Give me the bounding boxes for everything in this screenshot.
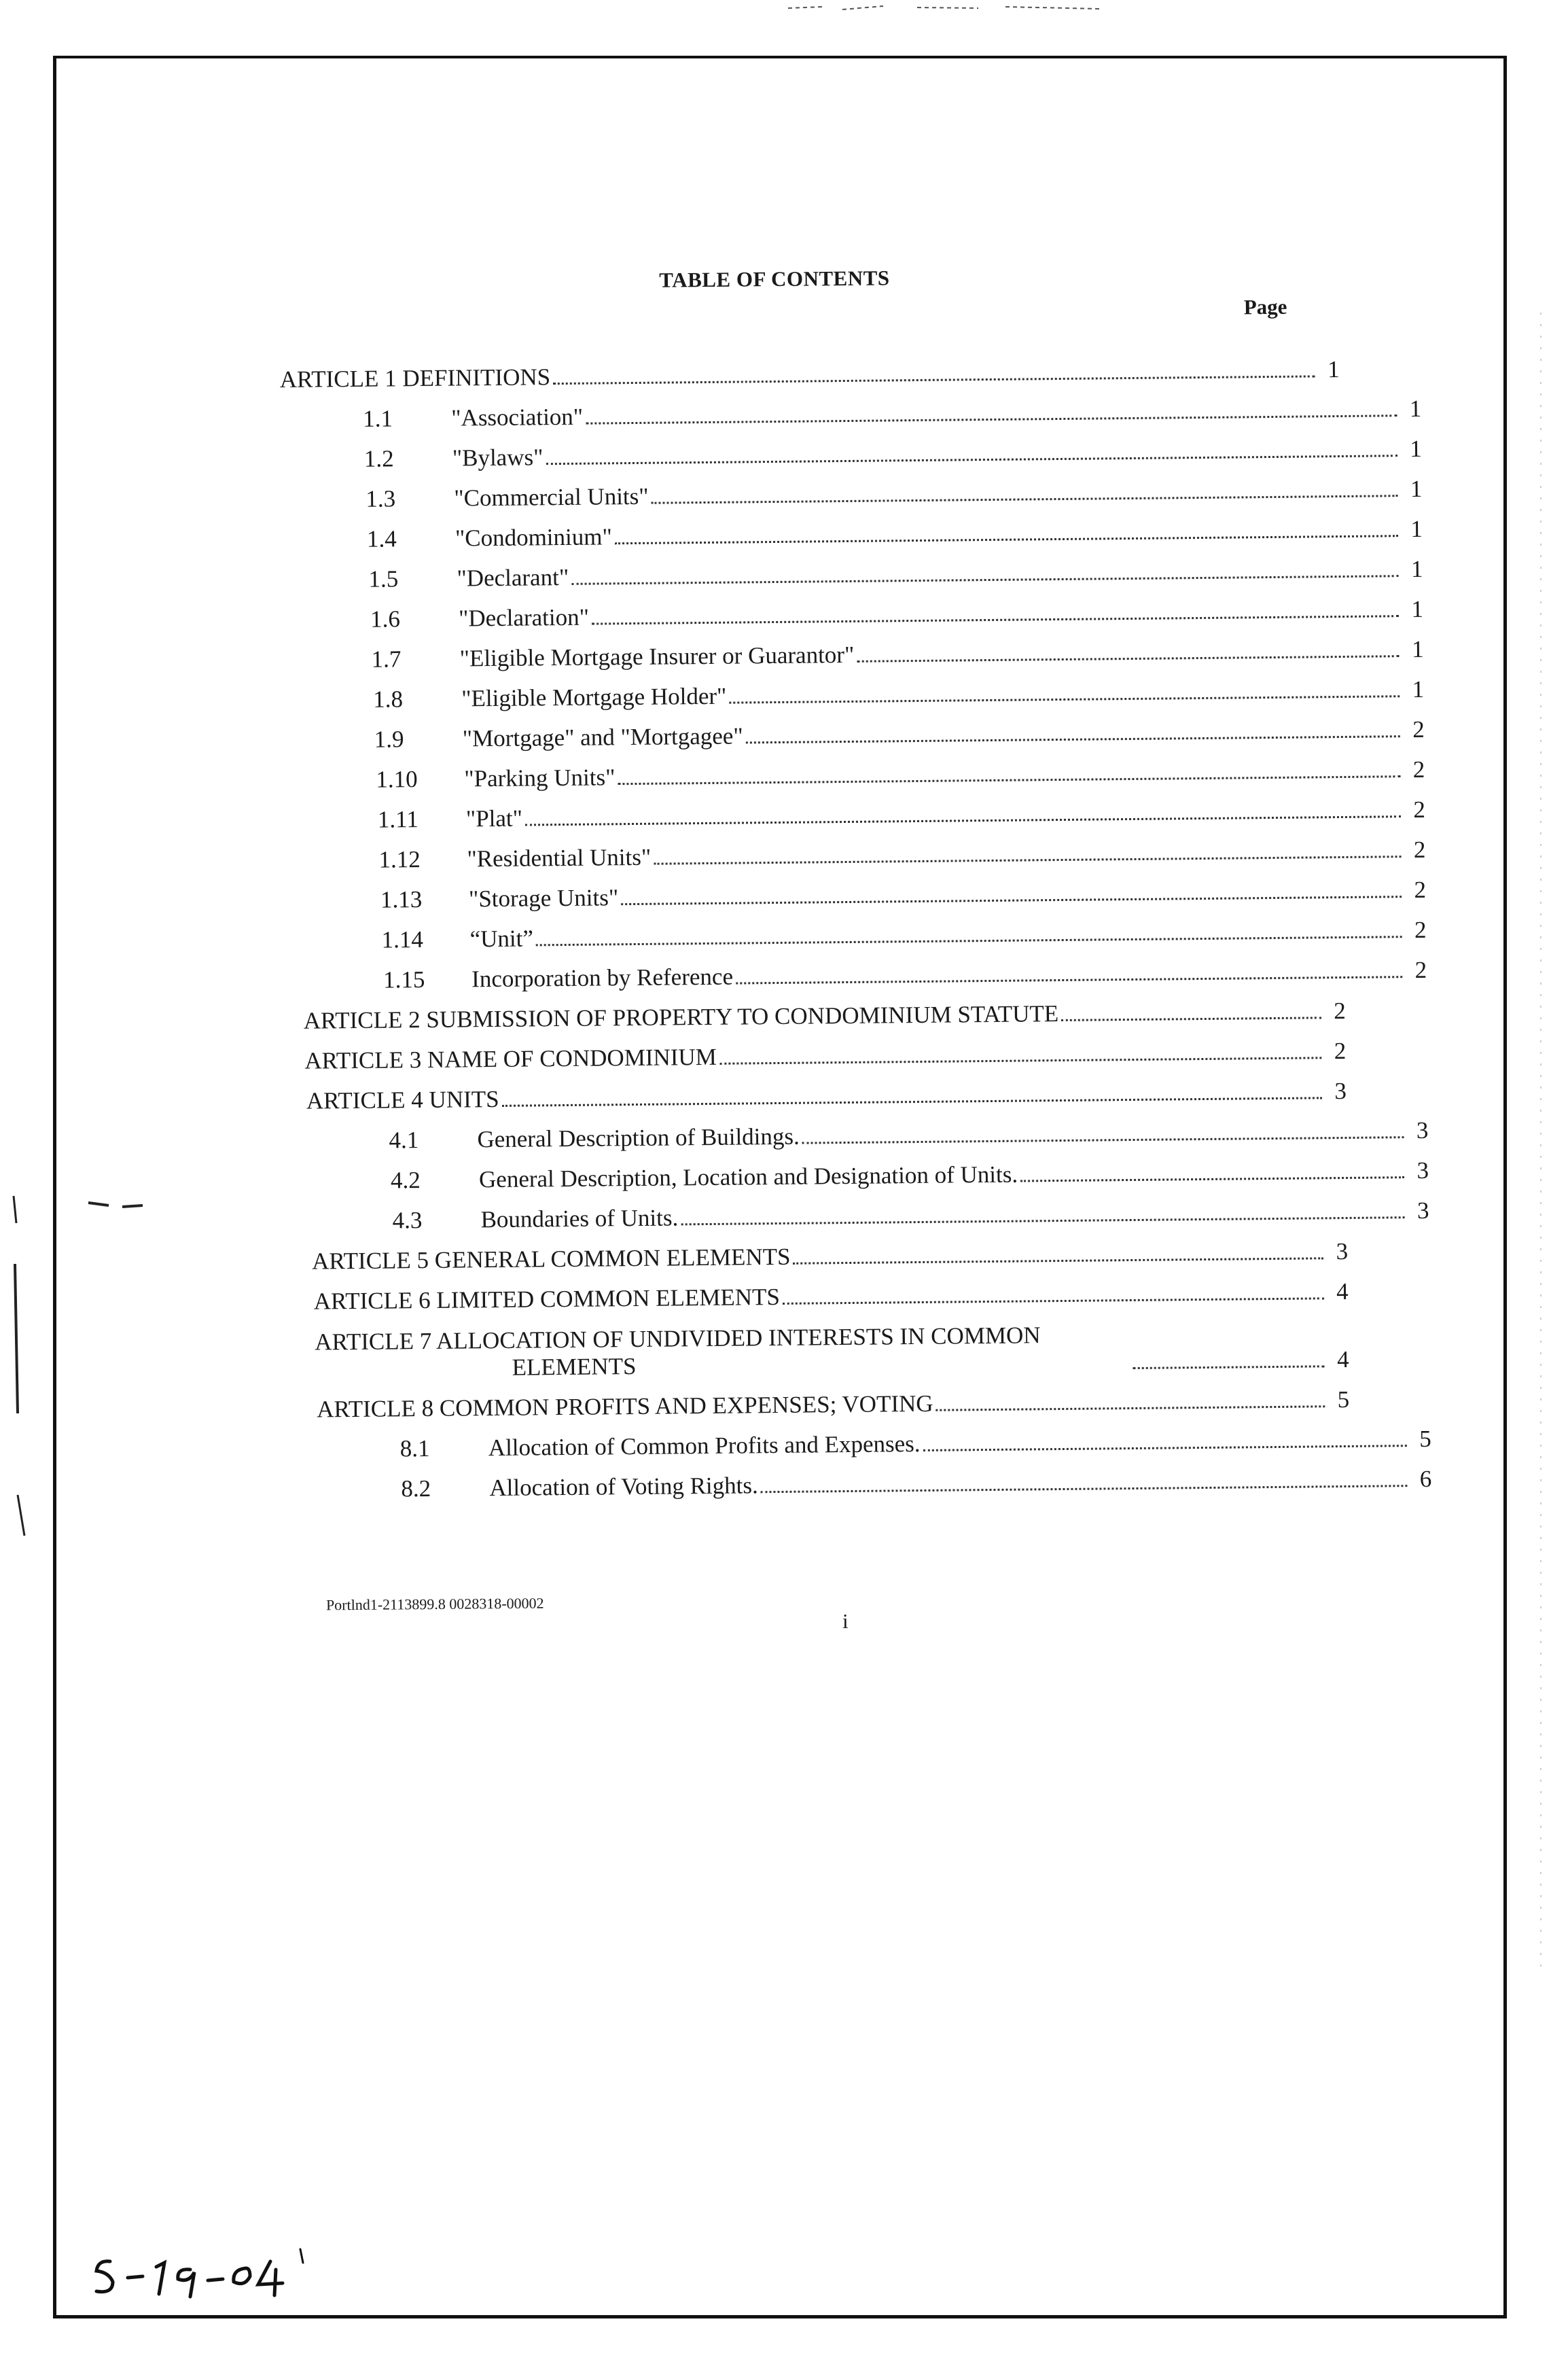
toc-page-number: 1 [1411,635,1424,663]
dot-leader [761,1484,1408,1493]
toc-section-number: 4.3 [392,1207,423,1234]
toc-page-number: 3 [1416,1116,1429,1144]
toc-page-number: 3 [1416,1197,1429,1224]
dot-leader [719,1056,1321,1065]
page-number: i [842,1609,849,1633]
dot-leader [736,975,1402,984]
toc-entry-label: Boundaries of Units. [480,1204,679,1233]
toc-entry-label: ARTICLE 2 SUBMISSION OF PROPERTY TO CONDOMINIUM STATUTE [303,1000,1059,1034]
toc-page-number: 3 [1334,1077,1347,1105]
document-code: Portlnd1-2113899.8 0028318-00002 [325,1594,544,1614]
toc-page-number: 2 [1334,997,1346,1025]
toc-section-number: 1.15 [383,966,425,993]
toc-page-number: 1 [1412,675,1425,703]
scan-artifact-right [1514,272,1568,2039]
dot-leader [652,494,1398,504]
dot-leader [592,614,1399,624]
toc-entry-label: Allocation of Voting Rights. [489,1472,758,1502]
dot-leader [783,1296,1324,1305]
dot-leader [618,775,1400,785]
toc-section-number: 1.13 [380,886,423,913]
toc-page-number: 1 [1409,395,1422,423]
dot-leader [615,534,1398,544]
toc-page-number: 1 [1411,595,1424,623]
toc-entry-label: "Bylaws" [452,444,544,472]
toc-section-number: 8.1 [399,1434,430,1462]
toc-entry-label: “Unit” [469,925,534,953]
toc-page-number: 1 [1410,435,1422,463]
toc-page-number: 2 [1412,716,1425,743]
toc-section-number: 1.2 [363,445,394,472]
toc-entry-label: General Description, Location and Designation of Units. [478,1161,1018,1193]
toc-section-number: 1.7 [371,646,402,673]
dot-leader [923,1444,1407,1451]
toc-entry-label: ARTICLE 6 LIMITED COMMON ELEMENTS [313,1283,781,1315]
toc-section-number: 1.9 [374,726,404,753]
toc-page-number: 1 [1410,475,1423,503]
toc-entry-label: General Description of Buildings. [477,1123,800,1153]
toc-page-number: 4 [1336,1277,1349,1305]
toc-entry-label: "Storage Units" [468,884,619,913]
toc-entry-label: Incorporation by Reference [471,963,734,993]
toc-section-number: 1.14 [381,926,424,953]
dot-leader [502,1096,1322,1107]
toc-entry-label: "Commercial Units" [454,482,649,512]
toc-entry-label: "Mortgage" and "Mortgagee" [462,722,743,752]
toc-section-number: 1.6 [370,605,401,633]
toc-entry-label: ARTICLE 3 NAME OF CONDOMINIUM [304,1043,717,1074]
dot-leader [802,1135,1404,1144]
toc-page-number: 2 [1334,1037,1347,1065]
toc-entry-label: "Declarant" [457,563,569,592]
toc-entry-label-line1: ARTICLE 7 ALLOCATION OF UNDIVIDED INTERESTS IN COMMON [315,1322,1041,1356]
dot-leader [746,735,1400,743]
toc-entry-label: "Association" [451,403,584,431]
scan-artifact-top [781,0,1162,16]
handwritten-date [88,2242,319,2310]
dot-leader [681,1216,1404,1225]
toc-entry-label: "Condominium" [455,523,612,552]
toc-entry-label: "Declaration" [458,603,590,632]
toc-entry-label-line2: ELEMENTS [512,1353,637,1381]
toc-section-number: 1.12 [378,846,421,873]
toc-entry-label: "Eligible Mortgage Insurer or Guarantor" [459,641,855,672]
dot-leader [553,374,1315,385]
toc-page-number: 6 [1419,1465,1432,1492]
toc-title: TABLE OF CONTENTS [659,266,890,292]
toc-entry-label: "Residential Units" [467,843,652,872]
toc-section-number: 4.1 [389,1127,419,1154]
toc-section-number: 1.11 [377,806,419,833]
page-column-heading: Page [1243,294,1287,319]
dot-leader [621,895,1402,905]
dot-leader [1133,1364,1325,1369]
toc-section-number: 1.8 [373,686,404,713]
toc-section-number: 1.10 [376,766,418,793]
dot-leader [857,654,1399,663]
toc-list [279,343,1432,1504]
toc-page-number: 2 [1414,956,1427,983]
toc-article-entry [315,1305,1349,1383]
dot-leader [571,574,1398,585]
toc-section-number: 1.5 [368,565,399,593]
toc-entry-label: "Eligible Mortgage Holder" [461,682,727,712]
toc-page-number: 2 [1412,756,1425,783]
toc-page-number: 1 [1410,555,1423,583]
toc-page-number: 2 [1414,916,1427,943]
scan-artifact-left [0,1155,163,1563]
toc-page-number: 3 [1336,1237,1349,1265]
toc-entry-label: ARTICLE 8 COMMON PROFITS AND EXPENSES; VOTING [317,1390,933,1423]
toc-section-number: 4.2 [390,1167,421,1194]
toc-section-number: 1.1 [363,405,393,432]
toc-page-number: 1 [1410,515,1423,543]
dot-leader [729,694,1400,703]
toc-page-number: 1 [1327,356,1340,383]
toc-entry-label: Allocation of Common Profits and Expenses. [488,1430,921,1462]
dot-leader [536,935,1402,946]
toc-entry-label: "Plat" [465,805,523,832]
toc-page-number: 2 [1414,876,1427,903]
dot-leader [654,855,1401,865]
toc-section-number: 1.3 [366,485,396,512]
dot-leader [586,414,1397,424]
toc-page-number: 5 [1419,1425,1431,1452]
dot-leader [936,1405,1325,1411]
toc-page-number: 2 [1413,836,1426,863]
dot-leader [546,454,1397,465]
toc-entry-label: ARTICLE 4 UNITS [306,1085,499,1114]
toc-page-number: 3 [1416,1157,1429,1184]
toc-page-number: 5 [1337,1386,1350,1413]
dot-leader [1061,1016,1321,1021]
toc-entry-label [315,1321,1130,1383]
toc-entry-label: ARTICLE 1 DEFINITIONS [279,364,551,393]
toc-section-number: 8.2 [401,1475,431,1502]
dot-leader [1020,1176,1404,1182]
toc-page-number: 2 [1413,796,1426,824]
toc-page-number: 4 [1336,1345,1349,1373]
toc-entry-label: ARTICLE 5 GENERAL COMMON ELEMENTS [311,1243,791,1275]
toc-entry-label: "Parking Units" [464,764,616,792]
toc-section-number: 1.4 [366,525,397,552]
dot-leader [794,1256,1324,1264]
